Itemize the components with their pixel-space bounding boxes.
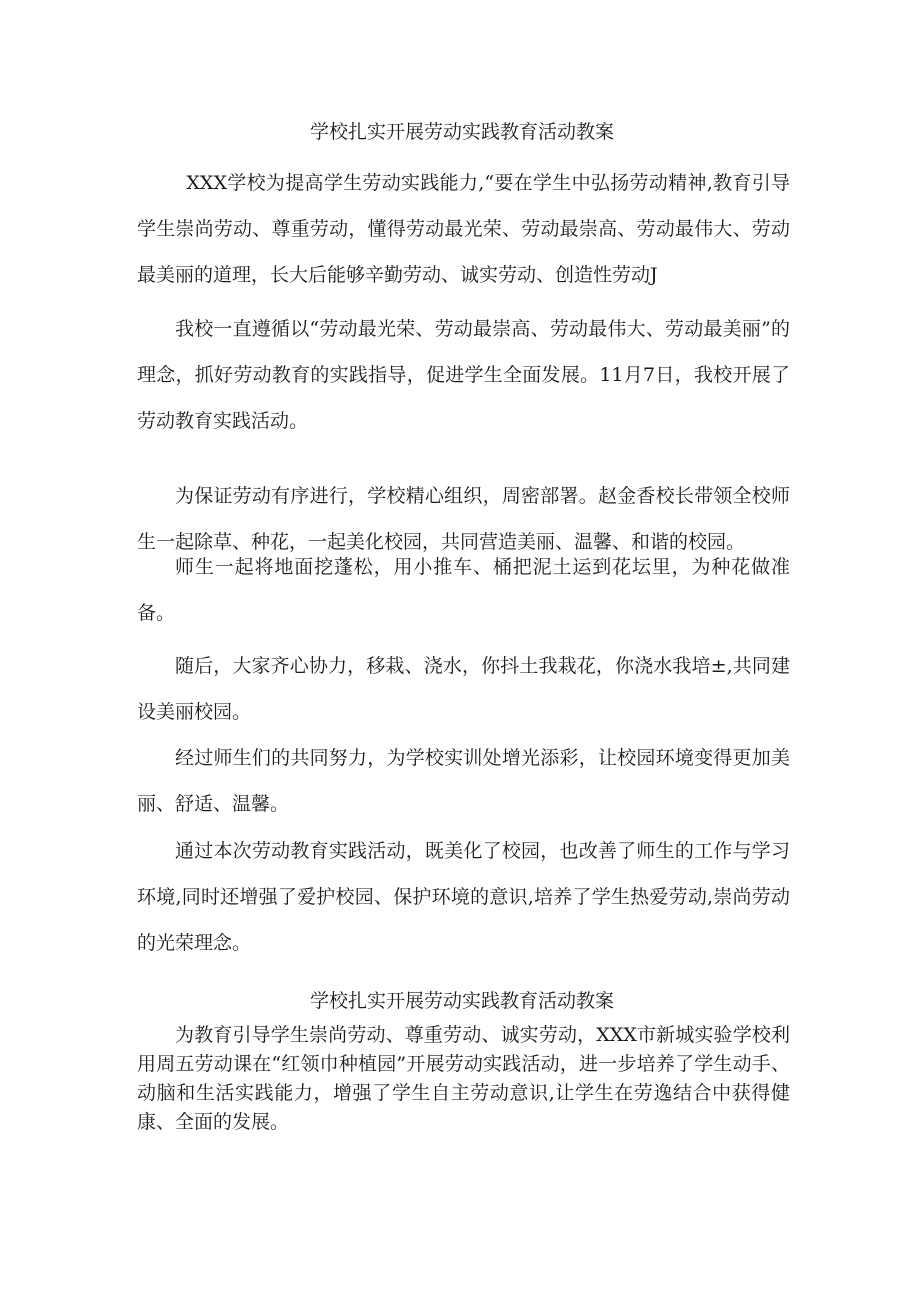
paragraph: 通过本次劳动教育实践活动，既美化了校园，也改善了师生的工作与学习环境,同时还增强了爱护校园、保护环境的意识,培养了学生热爱劳动,崇尚劳动的光荣理念。 — [137, 840, 790, 954]
paragraph: 为教育引导学生崇尚劳动、尊重劳动、诚实劳动，XXX市新城实验学校利用周五劳动课在“红领巾种植园”开展劳动实践活动，进一步培养了学生动手、动脑和生活实践能力，增强了学生自主劳动意识,让学生在劳逸结合中获得健康、全面的发展。 — [137, 1024, 790, 1133]
document-title: 学校扎实开展劳动实践教育活动教案 — [309, 121, 614, 143]
paragraph: XXX学校为提高学生劳动实践能力,“要在学生中弘扬劳动精神,教育引导学生崇尚劳动、尊重劳动，懂得劳动最光荣、劳动最崇高、劳动最伟大、劳动最美丽的道理，长大后能够辛勤劳动、诚实劳动、创造性劳动J — [137, 172, 790, 286]
paragraph: 我校一直遵循以“劳动最光荣、劳动最崇高、劳动最伟大、劳动最美丽”的理念，抓好劳动教育的实践指导，促进学生全面发展。11月7日，我校开展了劳动教育实践活动。 — [137, 318, 790, 432]
document-section-title: 学校扎实开展劳动实践教育活动教案 — [309, 990, 614, 1012]
paragraph: 随后，大家齐心协力，移栽、浇水，你抖土我栽花，你浇水我培±,共同建设美丽校园。 — [137, 655, 790, 723]
paragraph: 经过师生们的共同努力，为学校实训处增光添彩，让校园环境变得更加美丽、舒适、温馨。 — [137, 747, 790, 815]
paragraph: 师生一起将地面挖蓬松，用小推车、桶把泥土运到花坛里，为种花做准备。 — [137, 556, 790, 624]
paragraph: 为保证劳动有序进行，学校精心组织，周密部署。赵金香校长带领全校师生一起除草、种花，一起美化校园，共同营造美丽、温馨、和谐的校园。 — [137, 485, 790, 553]
